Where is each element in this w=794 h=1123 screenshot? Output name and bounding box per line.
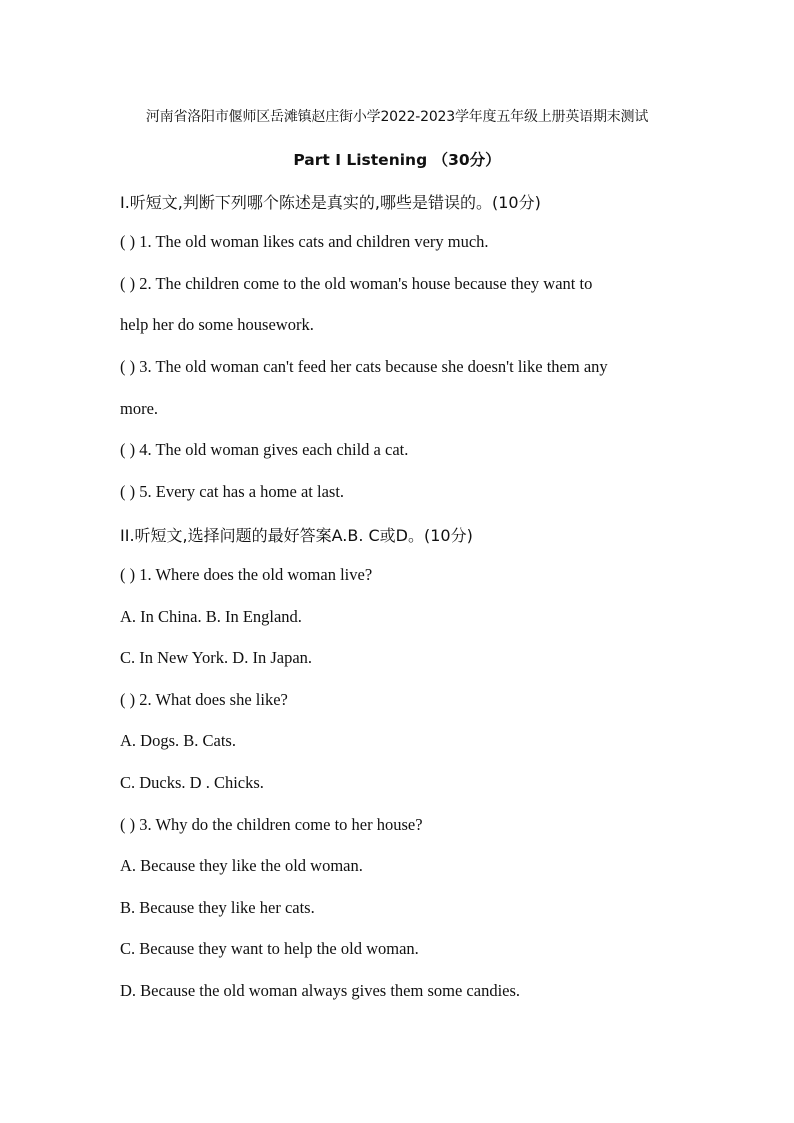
section-1-line: ( ) 2. The children come to the old woman's house because they want to	[120, 274, 593, 293]
section-2-line: ( ) 3. Why do the children come to her house?	[120, 815, 423, 834]
section-2-line: ( ) 1. Where does the old woman live?	[120, 565, 373, 584]
section-1-line: help her do some housework.	[120, 315, 314, 334]
section-2-line: C. Because they want to help the old woman.	[120, 939, 419, 958]
section-1-line: more.	[120, 399, 159, 418]
section-1-line: ( ) 3. The old woman can't feed her cats because she doesn't like them any	[120, 357, 608, 376]
section-2-line: ( ) 2. What does she like?	[120, 690, 288, 709]
section-2-line: C. Ducks. D . Chicks.	[120, 773, 264, 792]
section-2-line: A. Because they like the old woman.	[120, 856, 363, 875]
section-2-line: B. Because they like her cats.	[120, 898, 315, 917]
section-2-line: A. Dogs. B. Cats.	[120, 731, 236, 750]
section-2-line: A. In China. B. In England.	[120, 607, 302, 626]
part-title: Part I Listening （30分）	[293, 151, 501, 169]
section-2-heading: II.听短文,选择问题的最好答案A.B. C或D。(10分)	[120, 526, 473, 545]
section-2-line: D. Because the old woman always gives them some candies.	[120, 981, 521, 1000]
section-1-heading: I.听短文,判断下列哪个陈述是真实的,哪些是错误的。(10分)	[120, 193, 541, 212]
section-2-line: C. In New York. D. In Japan.	[120, 648, 313, 667]
section-1-line: ( ) 1. The old woman likes cats and children very much.	[120, 232, 489, 251]
section-1-line: ( ) 4. The old woman gives each child a cat.	[120, 440, 409, 459]
section-1-line: ( ) 5. Every cat has a home at last.	[120, 482, 345, 501]
document-title: 河南省洛阳市偃师区岳滩镇赵庄街小学2022-2023学年度五年级上册英语期末测试	[145, 109, 649, 125]
